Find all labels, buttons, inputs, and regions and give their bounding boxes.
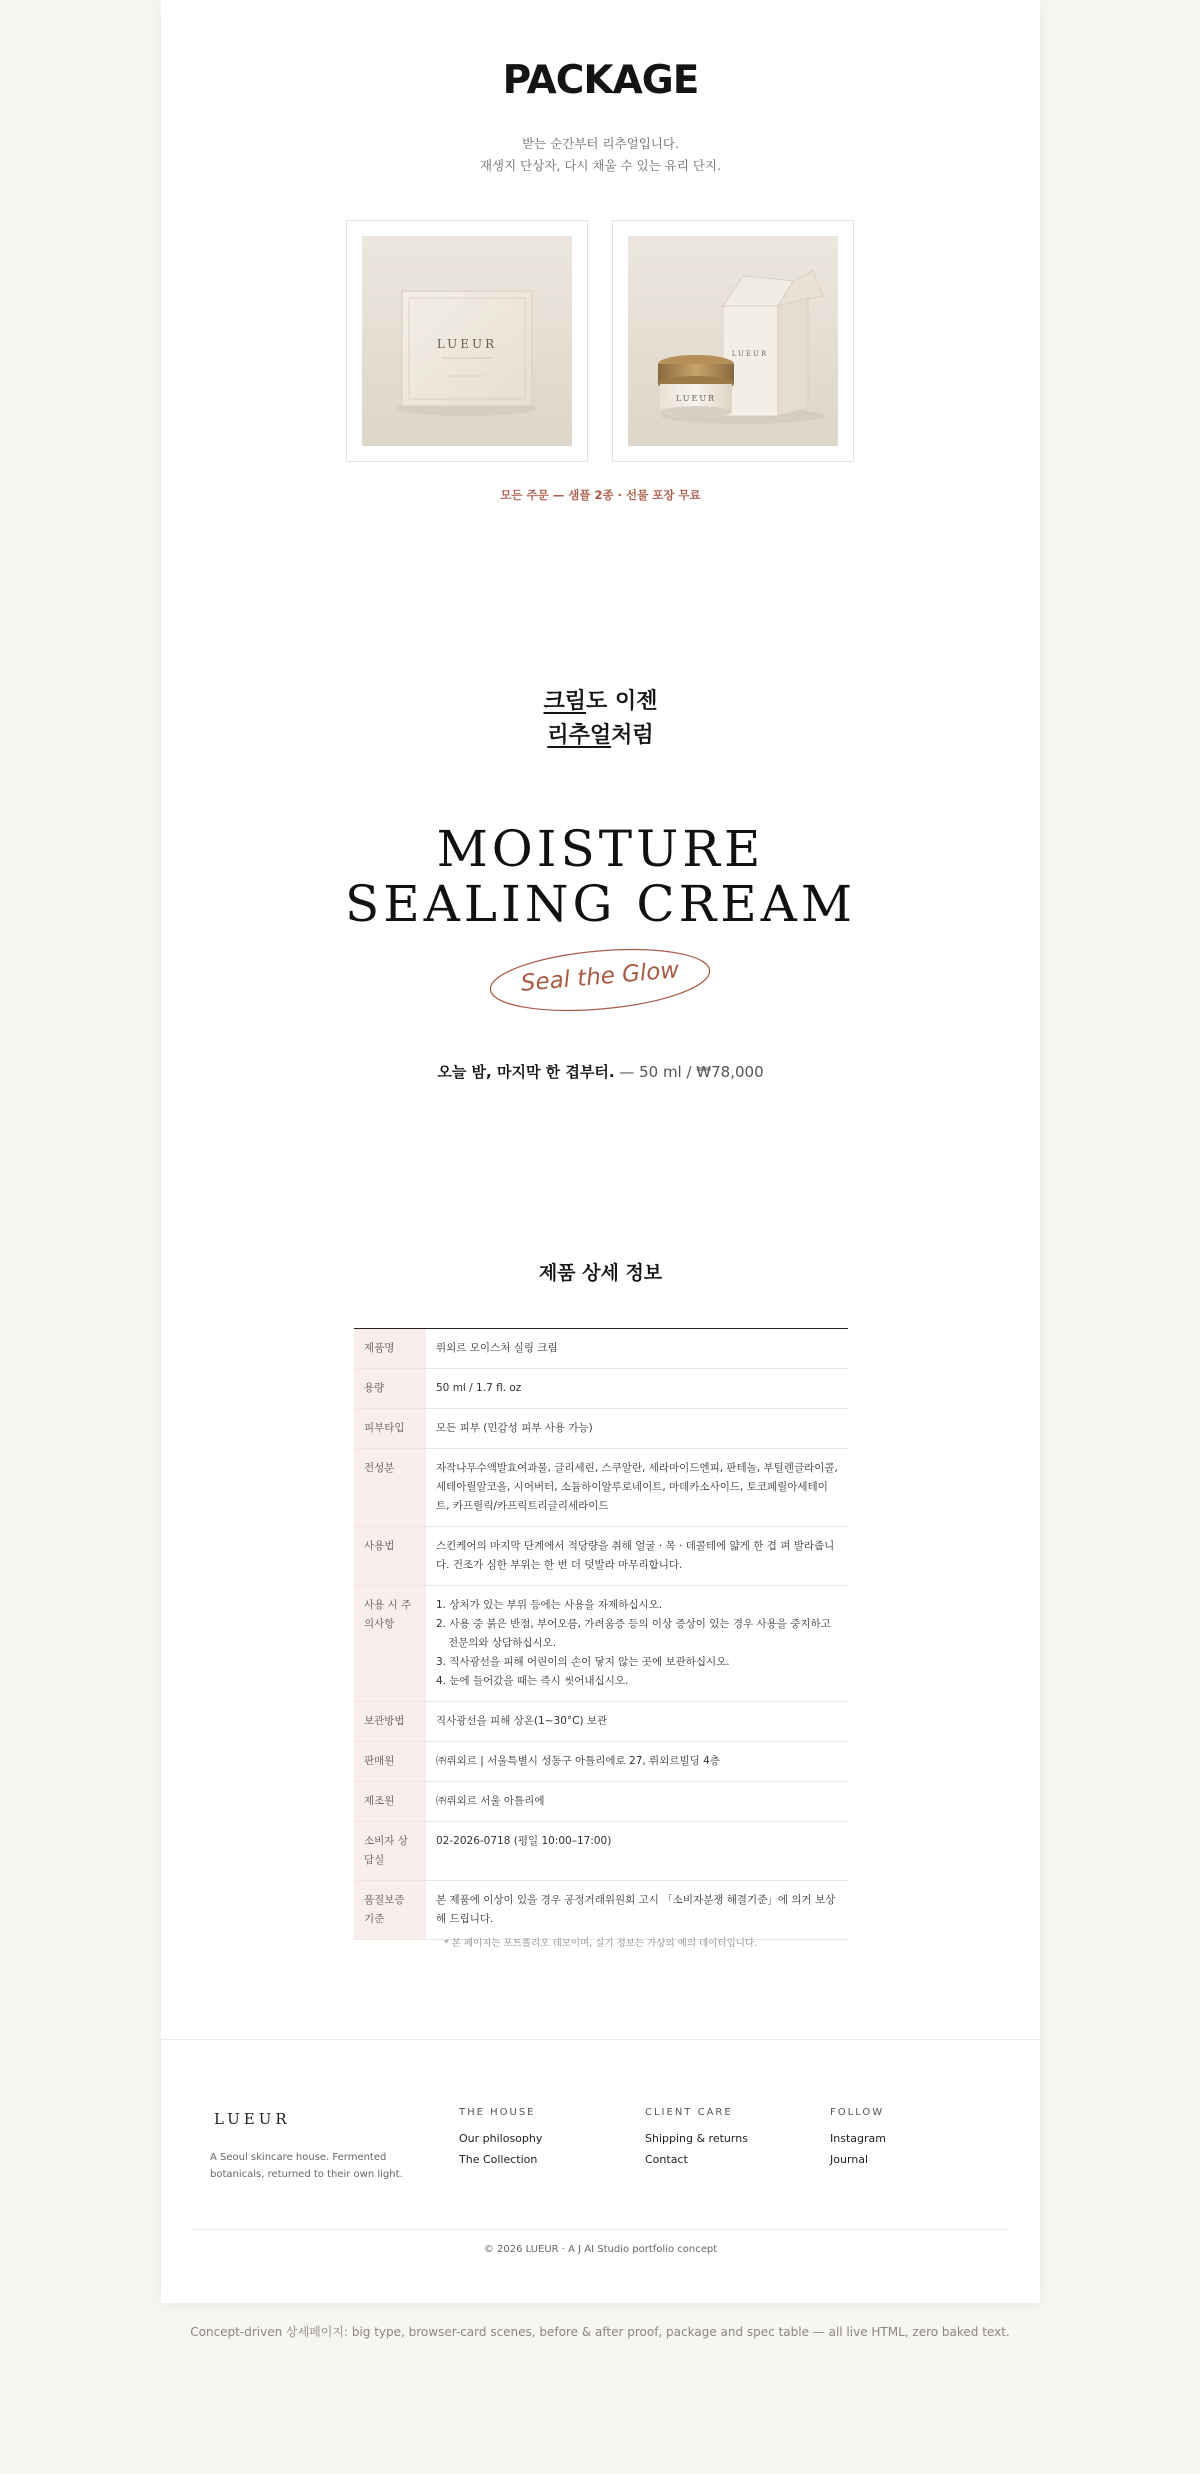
package-note: 모든 주문 — 샘플 2종 · 선물 포장 무료 — [500, 488, 701, 502]
precaution-item: 3. 직사광선을 피해 어린이의 손이 닿지 않는 곳에 보관하십시오. — [436, 1656, 730, 1668]
tagline-badge — [486, 944, 714, 1016]
spec-row-value — [426, 1586, 848, 1702]
footer-column-house — [459, 2107, 542, 2174]
product-name-line2: SEALING CREAM — [344, 875, 857, 933]
spec-row — [354, 1369, 848, 1409]
spec-row-label: 피부타입 — [354, 1409, 426, 1449]
footer-link-shipping[interactable]: Shipping & returns — [645, 2132, 748, 2145]
spec-row-label: 소비자 상담실 — [354, 1822, 426, 1881]
spec-row-label: 사용 시 주의사항 — [354, 1586, 426, 1702]
footer-divider — [161, 2039, 1040, 2040]
spec-row-value: 본 제품에 이상이 있을 경우 공정거래위원회 고시 「소비자분쟁 해결기준」에 의거 보상해 드립니다. — [426, 1881, 848, 1940]
footer-divider-bottom — [191, 2229, 1010, 2230]
product-name-line1: MOISTURE — [436, 820, 765, 878]
footer-column-heading: THE HOUSE — [459, 2107, 536, 2118]
spec-row-label: 제품명 — [354, 1329, 426, 1369]
footer-description: A Seoul skincare house. Fermented botanicals, returned to their own light. — [210, 2152, 403, 2180]
tagline-text: Seal the Glow — [519, 957, 681, 997]
jar-logo-text: LUEUR — [675, 394, 717, 403]
spec-row-value: 02-2026-0718 (평일 10:00–17:00) — [426, 1822, 848, 1881]
footer-link-contact[interactable]: Contact — [645, 2153, 688, 2166]
spec-row — [354, 1742, 848, 1782]
package-jar-photo — [628, 236, 838, 446]
package-subtitle-line2: 재생지 단상자, 다시 채울 수 있는 유리 단지. — [479, 158, 722, 173]
spec-table — [354, 1328, 848, 1940]
package-jar-card — [612, 220, 854, 462]
spec-row-value: 직사광선을 피해 상온(1~30°C) 보관 — [426, 1702, 848, 1742]
hero-korean-line2 — [161, 718, 1040, 749]
hero-korean-line1 — [161, 684, 1040, 715]
spec-row-label: 전성분 — [354, 1449, 426, 1527]
product-detail-page — [161, 0, 1040, 2303]
precautions-list — [436, 1596, 838, 1691]
spec-row — [354, 1449, 848, 1527]
footer-link-philosophy[interactable]: Our philosophy — [459, 2132, 543, 2145]
footer-link-instagram[interactable]: Instagram — [830, 2132, 886, 2145]
hero-kr-line2-rest: 처럼 — [611, 723, 654, 748]
spec-row — [354, 1782, 848, 1822]
precaution-item: 4. 눈에 들어갔을 때는 즉시 씻어내십시오. — [436, 1675, 629, 1687]
price-headline: 오늘 밤, 마지막 한 겹부터. — [437, 1063, 615, 1081]
spec-row-label: 제조원 — [354, 1782, 426, 1822]
package-subtitle-line1: 받는 순간부터 리추얼입니다. — [522, 136, 679, 151]
spec-row-label: 보관방법 — [354, 1702, 426, 1742]
spec-row — [354, 1409, 848, 1449]
hero-kr-line2-underlined: 리추얼 — [547, 723, 612, 748]
precaution-item: 1. 상처가 있는 부위 등에는 사용을 자제하십시오. — [436, 1599, 663, 1611]
spec-row-value: 모든 피부 (민감성 피부 사용 가능) — [426, 1409, 848, 1449]
footer-column-follow — [830, 2107, 886, 2174]
spec-row — [354, 1329, 848, 1369]
package-title: PACKAGE — [502, 58, 699, 103]
spec-row-value: ㈜뤼외르 | 서울특별시 성동구 아틀리에로 27, 뤼외르빌딩 4층 — [426, 1742, 848, 1782]
spec-row — [354, 1586, 848, 1702]
copyright: © 2026 LUEUR · A J AI Studio portfolio concept — [483, 2244, 718, 2255]
price-detail: — 50 ml / ₩78,000 — [614, 1063, 764, 1081]
footer-column-client-care — [645, 2107, 748, 2174]
spec-footnote: * 본 페이지는 포트폴리오 데모이며, 실기 정보는 가상의 예의 데이터입니다. — [443, 1938, 758, 1949]
precaution-item: 2. 사용 중 붉은 반점, 부어오름, 가려움증 등의 이상 증상이 있는 경우 사용을 중지하고 전문의와 상담하십시오. — [436, 1618, 831, 1649]
footer-column-heading: CLIENT CARE — [645, 2107, 733, 2118]
spec-title: 제품 상세 정보 — [538, 1262, 663, 1284]
page-caption: Concept-driven 상세페이지: big type, browser-card scenes, before & after proof, package and spec table — all live HTML, zero baked text. — [190, 2325, 1010, 2339]
footer-logo[interactable]: LUEUR — [214, 2110, 291, 2128]
hero-kr-line1-underlined: 크림 — [543, 689, 587, 714]
footer-link-collection[interactable]: The Collection — [459, 2153, 538, 2166]
package-box-photo — [362, 236, 572, 446]
spec-row-value: 50 ml / 1.7 fl. oz — [426, 1369, 848, 1409]
spec-row-value: 뤼외르 모이스처 실링 크림 — [426, 1329, 848, 1369]
spec-row — [354, 1881, 848, 1940]
spec-row-label: 용량 — [354, 1369, 426, 1409]
box-logo-text: LUEUR — [436, 337, 498, 351]
footer-link-journal[interactable]: Journal — [830, 2153, 869, 2166]
spec-row — [354, 1822, 848, 1881]
spec-row-value: 스킨케어의 마지막 단계에서 적당량을 취해 얼굴 · 목 · 데콜테에 얇게 한 겹 펴 발라줍니다. 건조가 심한 부위는 한 번 더 덧발라 마무리합니다. — [426, 1527, 848, 1586]
spec-row — [354, 1527, 848, 1586]
footer-column-heading: FOLLOW — [830, 2107, 885, 2118]
spec-row-label: 판매원 — [354, 1742, 426, 1782]
svg-text:LUEUR: LUEUR — [731, 350, 769, 358]
price-line — [161, 1061, 1040, 1082]
hero-kr-line1-rest: 도 이젠 — [586, 689, 658, 714]
spec-row-label: 사용법 — [354, 1527, 426, 1586]
spec-row-value: 자작나무수액발효여과물, 글리세린, 스쿠알란, 세라마이드엔피, 판테놀, 부틸렌글라이콜, 세테아릴알코올, 시어버터, 소듐하이알루로네이트, 마데카소사이드, 토코페릴아세테이트, 카프릴릭/카프릭트리글리세라이드 — [426, 1449, 848, 1527]
package-box-card — [346, 220, 588, 462]
spec-row — [354, 1702, 848, 1742]
spec-row-value: ㈜뤼외르 서울 아틀리에 — [426, 1782, 848, 1822]
spec-row-label: 품질보증 기준 — [354, 1881, 426, 1940]
